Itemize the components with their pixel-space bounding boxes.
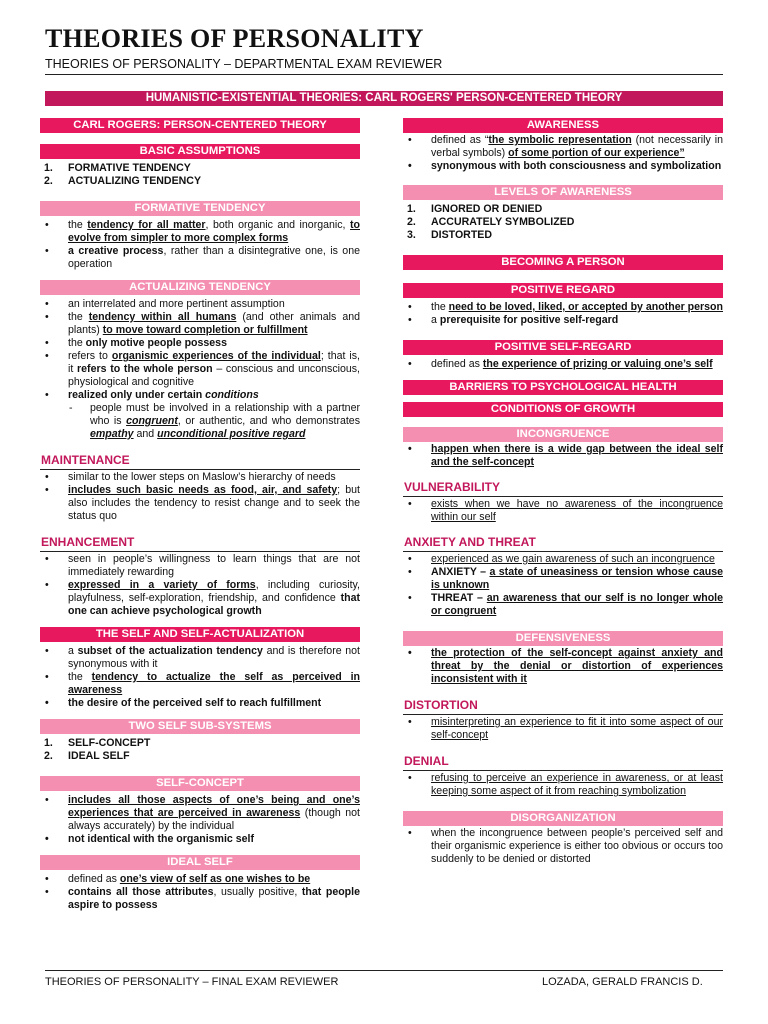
self-list bbox=[40, 645, 360, 710]
heading-self-actualization: THE SELF AND SELF-ACTUALIZATION bbox=[40, 627, 360, 642]
list-item: • synonymous with both consciousness and symbolization bbox=[403, 160, 723, 173]
list-item: 1. FORMATIVE TENDENCY bbox=[44, 162, 191, 174]
heading-formative-tendency: FORMATIVE TENDENCY bbox=[40, 201, 360, 216]
list-item: • when the incongruence between people’s perceived self and their organismic experience is either too obvious or occurs too suddenly to be denied or distorted bbox=[403, 827, 723, 866]
list-item: 2. ACTUALIZING TENDENCY bbox=[44, 175, 202, 187]
list-item: • seen in people’s willingness to learn things that are not immediately rewarding bbox=[40, 553, 360, 579]
list-item: • the need to be loved, liked, or accepted by another person bbox=[403, 301, 723, 314]
list-item: • includes all those aspects of one’s being and one’s experiences that are perceived in awareness (though not always accurately) by the individual bbox=[40, 794, 360, 833]
ideal-self-list bbox=[40, 873, 360, 912]
list-item: • misinterpreting an experience to fit it into some aspect of our self-concept bbox=[403, 716, 723, 742]
list-item: • a prerequisite for positive self-regard bbox=[403, 314, 723, 327]
divider bbox=[403, 551, 723, 552]
denial-list bbox=[403, 772, 723, 798]
divider bbox=[403, 714, 723, 715]
list-item: 1. SELF-CONCEPT bbox=[44, 737, 151, 749]
heading-ideal-self: IDEAL SELF bbox=[40, 855, 360, 870]
list-item: • refers to organismic experiences of the individual; that is, it refers to the whole person – conscious and unconscious, physiological and cognitive bbox=[40, 350, 360, 389]
heading-defensiveness: DEFENSIVENESS bbox=[403, 631, 723, 646]
heading-two-self-subsystems: TWO SELF SUB-SYSTEMS bbox=[40, 719, 360, 734]
two-self-list bbox=[40, 737, 360, 763]
list-item: • the protection of the self-concept against anxiety and threat by the denial or distortion of experiences inconsistent with it bbox=[403, 647, 723, 686]
list-item: • realized only under certain conditions bbox=[40, 389, 360, 402]
distortion-list bbox=[403, 716, 723, 742]
anxiety-list bbox=[403, 553, 723, 618]
list-item: • defined as “the symbolic representation (not necessarily in verbal symbols) of some portion of our experience” bbox=[403, 134, 723, 160]
list-item: 2. ACCURATELY SYMBOLIZED bbox=[407, 216, 575, 228]
list-item: 3. DISTORTED bbox=[407, 229, 493, 241]
disorganization-list bbox=[403, 827, 723, 866]
heading-denial: DENIAL bbox=[404, 754, 449, 768]
incongruence-list bbox=[403, 443, 723, 469]
list-item: • the tendency for all matter, both organic and inorganic, to evolve from simpler to more complex forms bbox=[40, 219, 360, 245]
list-item: • the tendency within all humans (and other animals and plants) to move toward completion or fulfillment bbox=[40, 311, 360, 337]
heading-incongruence: INCONGRUENCE bbox=[403, 427, 723, 442]
heading-becoming-a-person: BECOMING A PERSON bbox=[403, 255, 723, 270]
list-item: • THREAT – an awareness that our self is no longer whole or congruent bbox=[403, 592, 723, 618]
divider bbox=[40, 469, 360, 470]
list-item: • a subset of the actualization tendency and is therefore not synonymous with it bbox=[40, 645, 360, 671]
vulnerability-list bbox=[403, 498, 723, 524]
divider bbox=[40, 551, 360, 552]
list-item: • experienced as we gain awareness of such an incongruence bbox=[403, 553, 723, 566]
left-column bbox=[40, 118, 360, 921]
heading-positive-regard: POSITIVE REGARD bbox=[403, 283, 723, 298]
heading-levels-of-awareness: LEVELS OF AWARENESS bbox=[403, 185, 723, 200]
heading-distortion: DISTORTION bbox=[404, 698, 478, 712]
footer-right: LOZADA, GERALD FRANCIS D. bbox=[542, 976, 703, 988]
list-item: - people must be involved in a relationship with a partner who is congruent, or authentic, and who demonstrates empathy and unconditional positive regard bbox=[40, 402, 360, 441]
list-item: • defined as one’s view of self as one wishes to be bbox=[40, 873, 360, 886]
main-section-bar: HUMANISTIC-EXISTENTIAL THEORIES: CARL ROGERS' PERSON-CENTERED THEORY bbox=[45, 91, 723, 106]
list-item: • the only motive people possess bbox=[40, 337, 360, 350]
heading-barriers: BARRIERS TO PSYCHOLOGICAL HEALTH bbox=[403, 380, 723, 395]
list-item: • happen when there is a wide gap between the ideal self and the self-concept bbox=[403, 443, 723, 469]
divider bbox=[403, 496, 723, 497]
heading-anxiety-and-threat: ANXIETY AND THREAT bbox=[404, 535, 536, 549]
header-divider bbox=[45, 74, 723, 75]
positive-regard-list bbox=[403, 301, 723, 327]
page-subtitle: THEORIES OF PERSONALITY – DEPARTMENTAL EXAM REVIEWER bbox=[45, 57, 443, 71]
list-item: 2. IDEAL SELF bbox=[44, 750, 130, 762]
list-item: • a creative process, rather than a disintegrative one, is one operation bbox=[40, 245, 360, 271]
formative-list bbox=[40, 219, 360, 271]
defensiveness-list bbox=[403, 647, 723, 686]
list-item: • ANXIETY – a state of uneasiness or tension whose cause is unknown bbox=[403, 566, 723, 592]
list-item: • refusing to perceive an experience in awareness, or at least keeping some aspect of it from reaching symbolization bbox=[403, 772, 723, 798]
awareness-list bbox=[403, 134, 723, 173]
list-item: • the desire of the perceived self to reach fulfillment bbox=[40, 697, 360, 710]
maintenance-list bbox=[40, 471, 360, 523]
list-item: • includes such basic needs as food, air, and safety; but also includes the tendency to resist change and to seek the status quo bbox=[40, 484, 360, 523]
list-item: • defined as the experience of prizing or valuing one’s self bbox=[403, 358, 723, 371]
list-item: • contains all those attributes, usually positive, that people aspire to possess bbox=[40, 886, 360, 912]
basic-assumptions-list bbox=[40, 162, 360, 188]
actualizing-list bbox=[40, 298, 360, 441]
heading-positive-self-regard: POSITIVE SELF-REGARD bbox=[403, 340, 723, 355]
self-concept-list bbox=[40, 794, 360, 846]
heading-vulnerability: VULNERABILITY bbox=[404, 480, 500, 494]
list-item: • similar to the lower steps on Maslow’s hierarchy of needs bbox=[40, 471, 360, 484]
heading-enhancement: ENHANCEMENT bbox=[41, 535, 135, 549]
heading-carl-rogers: CARL ROGERS: PERSON-CENTERED THEORY bbox=[40, 118, 360, 133]
list-item: • exists when we have no awareness of the incongruence within our self bbox=[403, 498, 723, 524]
list-item: 1. IGNORED OR DENIED bbox=[407, 203, 543, 215]
list-item: • an interrelated and more pertinent assumption bbox=[40, 298, 360, 311]
enhancement-list bbox=[40, 553, 360, 618]
list-item: • not identical with the organismic self bbox=[40, 833, 360, 846]
positive-self-regard-list bbox=[403, 358, 723, 371]
list-item: • expressed in a variety of forms, including curiosity, playfulness, self-exploration, friendship, and confidence that one can achieve psychological growth bbox=[40, 579, 360, 618]
right-column bbox=[403, 118, 723, 875]
heading-actualizing-tendency: ACTUALIZING TENDENCY bbox=[40, 280, 360, 295]
divider bbox=[403, 770, 723, 771]
heading-basic-assumptions: BASIC ASSUMPTIONS bbox=[40, 144, 360, 159]
footer-left: THEORIES OF PERSONALITY – FINAL EXAM REVIEWER bbox=[45, 976, 339, 988]
footer-divider bbox=[45, 970, 723, 971]
heading-self-concept: SELF-CONCEPT bbox=[40, 776, 360, 791]
heading-maintenance: MAINTENANCE bbox=[41, 453, 130, 467]
heading-disorganization: DISORGANIZATION bbox=[403, 811, 723, 826]
page-title: THEORIES OF PERSONALITY bbox=[45, 24, 424, 53]
levels-list bbox=[403, 203, 723, 242]
list-item: • the tendency to actualize the self as perceived in awareness bbox=[40, 671, 360, 697]
heading-conditions-of-growth: CONDITIONS OF GROWTH bbox=[403, 402, 723, 417]
heading-awareness: AWARENESS bbox=[403, 118, 723, 133]
